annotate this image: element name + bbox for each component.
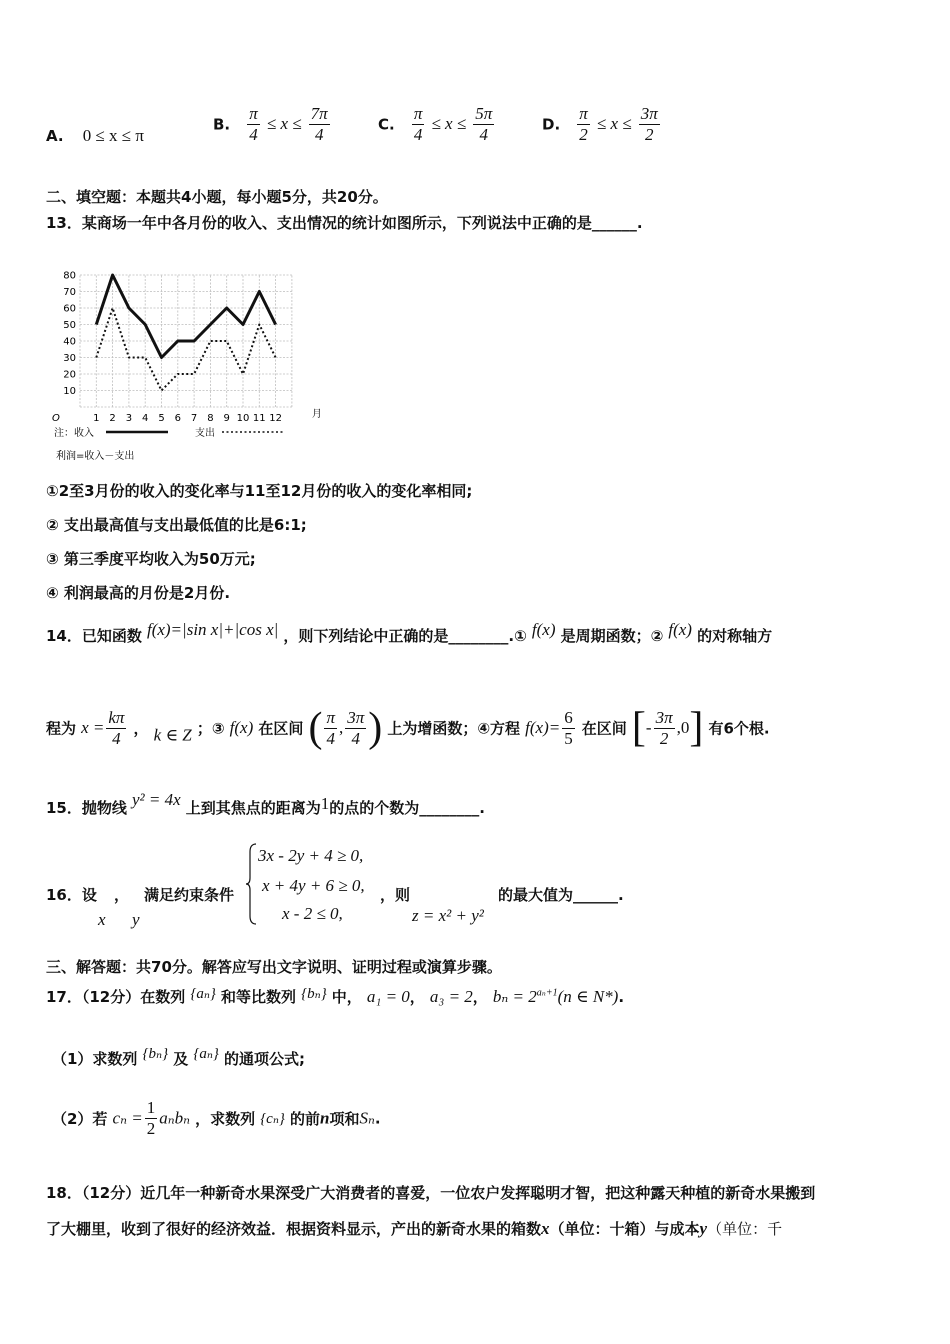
option-d (542, 104, 662, 145)
q14-axis-eq: x = (81, 718, 105, 737)
q14-mid1: ，则下列结论中正确的是________.① (283, 627, 527, 645)
x-tick-label: 10 (236, 413, 250, 424)
option-expr: 0 ≤ x ≤ π (82, 126, 144, 145)
chart-profit-note: 利润=收入－支出 (56, 451, 135, 462)
q15-parabola: y² = 4x (131, 790, 181, 809)
inequality-middle: ≤ x ≤ (431, 114, 467, 133)
q18-line2-c: （单位：千 (707, 1220, 783, 1238)
chart-series (96, 275, 275, 391)
chart-y-ticks (63, 271, 76, 398)
y-tick-label: 30 (63, 353, 76, 364)
y-tick-label: 80 (63, 270, 76, 282)
chart-x-axis-label: 月 (311, 409, 322, 420)
x-tick-label: 9 (223, 413, 230, 424)
q17-sum-word: 项和 (329, 1110, 360, 1128)
q16-suffix: 的最大值为______. (498, 886, 624, 904)
q14-equation: f(x)= (525, 718, 561, 737)
option-a (46, 126, 144, 146)
y-tick-label: 50 (63, 320, 76, 331)
option-label: B. (213, 115, 231, 134)
q15-mid: 上到其焦点的距离为 (185, 799, 321, 817)
option-c (378, 104, 496, 145)
q17-a3: a₃ = 2 (429, 987, 473, 1006)
q17-zhong: 中， (331, 988, 362, 1006)
q13-item-4: ④ 利润最高的月份是2月份. (46, 584, 231, 602)
q17-n: n (320, 1108, 330, 1128)
q15-one: 1 (320, 794, 330, 813)
q17-dot: . (374, 1109, 381, 1128)
chart-legend-income: 注：收入 (54, 428, 94, 439)
section-heading-solutions: 三、解答题：共70分。解答应写出文字说明、证明过程或演算步骤。 (46, 958, 502, 976)
q17-an: {aₙ} (190, 986, 216, 1002)
q14-fx-3: f(x) (229, 718, 254, 737)
fraction-numerator: π (249, 104, 258, 123)
q16-brace (250, 842, 252, 926)
fraction-denominator: 2 (579, 125, 588, 144)
q16-then: ，则 (380, 886, 411, 904)
q17-bn-def: bₙ = 2 (492, 987, 537, 1006)
x-tick-label: 5 (158, 413, 165, 424)
q17-p1-bn: {bₙ} (142, 1046, 169, 1062)
inequality-middle: ≤ x ≤ (596, 114, 632, 133)
x-tick-label: 12 (269, 413, 282, 424)
q18-line-2 (46, 1218, 782, 1239)
series-expense-line (96, 308, 275, 391)
q14-interval2-right: ,0 (676, 718, 690, 737)
option-label: C. (378, 115, 395, 134)
q17-bn: {bₙ} (301, 986, 327, 1002)
q14-line2-prefix: 程为 (46, 719, 77, 738)
q17-p1-prefix: （1）求数列 (52, 1050, 138, 1068)
q17-and-geo: 和等比数列 (221, 988, 297, 1006)
fraction-numerator: 6 (564, 707, 573, 727)
q16-prefix: 16．设 (46, 886, 97, 904)
q13-item-2: ② 支出最高值与支出最低值的比是6:1; (46, 516, 307, 534)
y-tick-label: 60 (63, 303, 76, 315)
q14-interval-word-2: 在区间 (581, 719, 627, 738)
q14-prefix: 14．已知函数 (46, 627, 142, 645)
q17-p1-suffix: 的通项公式; (224, 1050, 305, 1068)
fraction-denominator: 2 (644, 125, 654, 144)
q15-suffix: 的点的个数为________. (329, 799, 485, 817)
x-tick-label: 8 (207, 413, 214, 424)
q17-cn-eq: cₙ = (112, 1108, 143, 1128)
chart-legend-expense: 支出 (195, 428, 215, 439)
q17-prefix: 17．（12分）在数列 (46, 988, 186, 1006)
question-14-line-2: 程为 x = $\frac{k\pi}{4}$ ， k ∈ Z ；③ f(x) 在区间 ( $\frac{\pi}{4}$ , $\frac{3\pi}{4}$ ) 上为增函数；④方程 f(x)= $\frac{6}{5}$ 在区间 [- $\frac{3\pi}{2}$ ,0] 有6个根. (46, 705, 770, 751)
q18-line2-a: 了大棚里，收到了很好的经济效益．根据资料显示，产出的新奇水果的箱数 (46, 1220, 542, 1238)
y-tick-label: 70 (63, 287, 76, 298)
x-tick-label: 7 (190, 413, 198, 424)
fraction-numerator: π (413, 104, 423, 123)
q17-condition: (n ∈ N*) (557, 987, 619, 1006)
q16-y: y (132, 910, 140, 929)
q17-cn: {cₙ} (260, 1111, 285, 1127)
x-tick-label: 2 (109, 413, 116, 424)
inequality-middle: ≤ x ≤ (266, 114, 302, 133)
q14-fx-2: f(x) (668, 620, 692, 639)
q17-exponent: aₙ+1 (536, 987, 558, 999)
section-heading-fill-in: 二、填空题：本题共4小题，每小题5分，共20分。 (46, 188, 388, 206)
q17-p1-and: 及 (173, 1050, 189, 1068)
fraction-numerator: kπ (108, 707, 125, 727)
q16-comma: ， (114, 886, 130, 904)
q18-line2-b: （单位：十箱）与成本 (549, 1220, 700, 1238)
x-tick-label: 6 (174, 413, 181, 424)
x-tick-label: 1 (93, 413, 100, 424)
x-tick-label: 3 (125, 413, 133, 424)
fraction-numerator: π (579, 104, 588, 123)
fraction-numerator: π (326, 707, 335, 727)
q18-line-1: 18．（12分）近几年一种新奇水果深受广大消费者的喜爱，一位农户发挥聪明才智，把这种露天种植的新奇水果搬到 (46, 1184, 816, 1202)
q17-part-1 (52, 1044, 305, 1069)
q17-p2-mid: ，求数列 (195, 1110, 256, 1128)
fraction-denominator: 2 (659, 728, 669, 748)
option-label: D. (542, 115, 561, 134)
q14-k-in-z: k ∈ Z (153, 725, 192, 745)
q17-part-2 (52, 1098, 381, 1139)
option-label: A. (46, 127, 64, 145)
q14-function: f(x)=|sin x|+|cos x| (146, 620, 279, 639)
q16-constraint-1: 3x - 2y + 4 ≥ 0, (258, 846, 364, 865)
y-tick-label: 20 (63, 369, 76, 381)
fraction-numerator: 7π (310, 104, 328, 123)
q17-Sn: Sₙ (359, 1108, 375, 1128)
question-15 (46, 790, 485, 818)
fraction-numerator: 5π (475, 104, 493, 123)
q17-a1: a₁ = 0 (366, 987, 410, 1006)
option-b (213, 104, 332, 145)
q17-anbn: aₙbₙ (159, 1108, 190, 1128)
fraction-denominator: 4 (479, 125, 489, 144)
chart-x-ticks (93, 413, 282, 424)
q16-constraint-3: x - 2 ≤ 0, (282, 904, 343, 923)
q14-mid2: 是周期函数；② (560, 627, 664, 645)
fraction-denominator: 4 (112, 728, 121, 748)
q18-x: x (541, 1219, 550, 1238)
fraction-denominator: 4 (326, 728, 335, 748)
y-tick-label: 10 (63, 386, 76, 397)
q18-y: y (699, 1219, 708, 1238)
question-17-stem: 17．（12分）在数列 {aₙ} 和等比数列 {bₙ} 中， a₁ = 0， a₃ = 2， $b_n = 2^{a_n+1}(n$ ∈ N*). (46, 986, 625, 1006)
q14-mid3: 的对称轴方 (697, 627, 773, 645)
q14-interval-word: 在区间 (258, 719, 304, 738)
fraction-denominator: 4 (314, 125, 324, 144)
question-13-stem: 13．某商场一年中各月份的收入、支出情况的统计如图所示，下列说法中正确的是______. (46, 214, 643, 232)
question-14-line-1 (46, 620, 772, 646)
q17-p2-suffix: 的前 (290, 1110, 321, 1128)
q14-fx: f(x) (531, 620, 556, 639)
y-tick-label: 40 (63, 336, 76, 348)
chart-origin-label: O (52, 413, 60, 424)
fraction-denominator: 4 (249, 125, 258, 144)
q15-prefix: 15．抛物线 (46, 799, 127, 817)
fraction-denominator: 4 (413, 125, 423, 144)
x-tick-label: 4 (142, 413, 149, 424)
q14-roots: 有6个根. (708, 719, 770, 738)
fraction-numerator: 3π (640, 104, 658, 123)
q16-z: z = x² + y² (412, 906, 484, 925)
q13-item-1: ①2至3月份的收入的变化率与11至12月份的收入的变化率相同; (46, 482, 473, 500)
q13-item-3: ③ 第三季度平均收入为50万元; (46, 550, 256, 568)
series-income-line (96, 275, 275, 358)
fraction-denominator: 2 (146, 1119, 156, 1138)
q14-increasing: 上为增函数；④方程 (387, 719, 521, 738)
fraction-denominator: 5 (564, 728, 573, 748)
q16-condition: 满足约束条件 (144, 886, 235, 904)
x-tick-label: 11 (252, 413, 266, 424)
fraction-numerator: 3π (347, 707, 365, 727)
q16-constraint-2: x + 4y + 6 ≥ 0, (262, 876, 365, 895)
q17-p1-an: {aₙ} (193, 1046, 219, 1062)
fraction-denominator: 4 (351, 728, 360, 748)
income-expense-chart (40, 250, 330, 470)
q14-item3: ；③ (196, 719, 225, 738)
q17-p2-prefix: （2）若 (52, 1110, 108, 1128)
fraction-numerator: 3π (655, 707, 673, 727)
q16-x: x (98, 910, 106, 929)
fraction-numerator: 1 (146, 1098, 156, 1117)
